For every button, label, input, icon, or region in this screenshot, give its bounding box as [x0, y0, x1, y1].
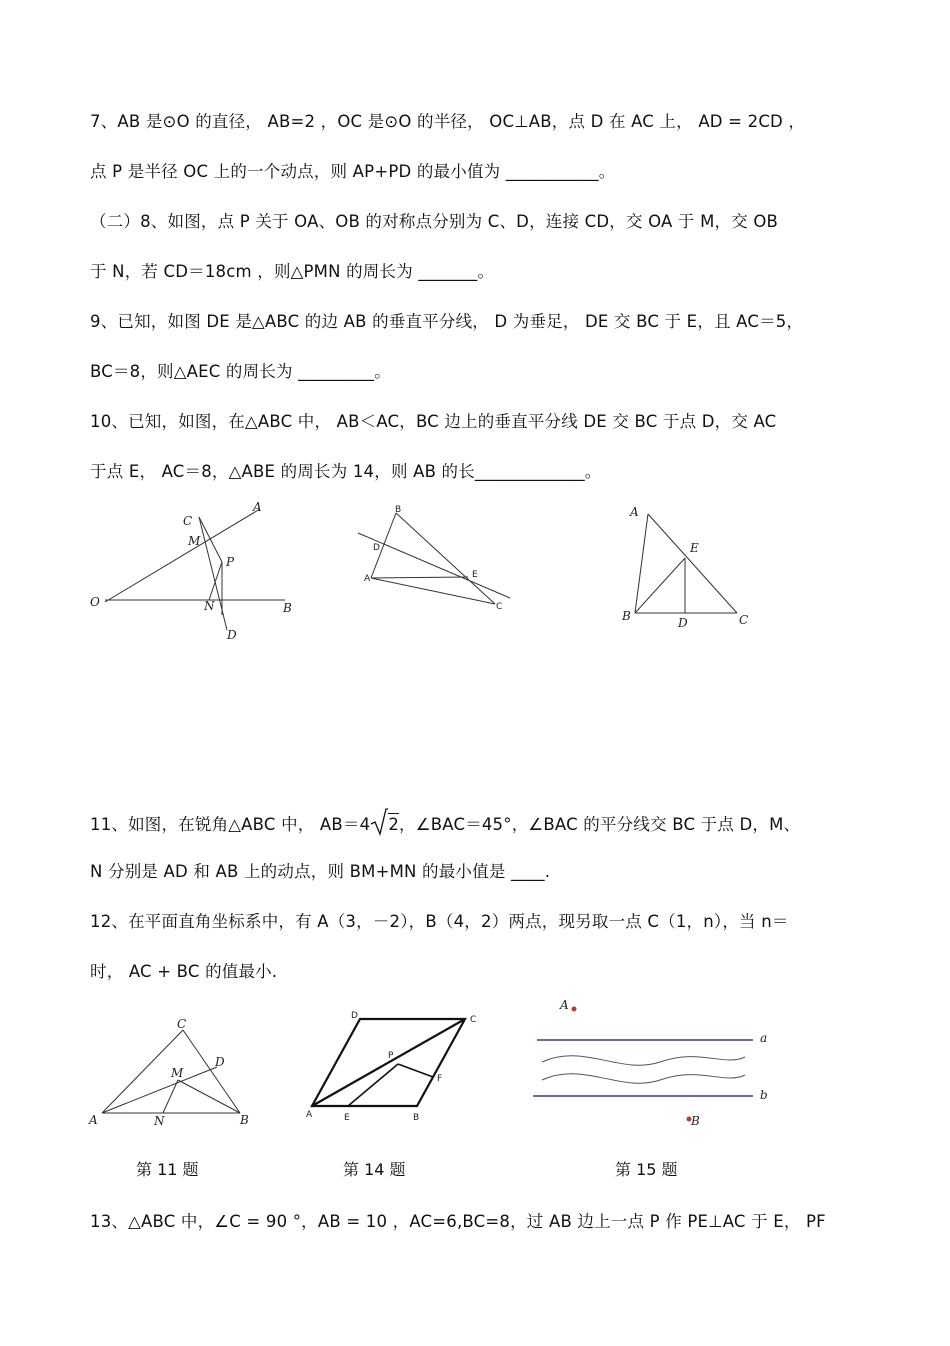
fig11-label-B: B: [240, 1113, 249, 1127]
fig14-label-D: D: [351, 1011, 358, 1021]
q13-line-1: 13、△ABC 中，∠C = 90 °，AB = 10 ，AC=6,BC=8，过 AB 边上一点 P 作 PE⊥AC 于 E， PF: [90, 1212, 826, 1231]
q8-line-1: （二）8、如图，点 P 关于 OA、OB 的对称点分别为 C、D，连接 CD，交 OA 于 M，交 OB: [90, 212, 779, 231]
q8-line-2: 于 N，若 CD＝18cm ，则△PMN 的周长为 _______。: [90, 262, 495, 281]
fig8-label-A: A: [253, 500, 262, 514]
fig15-label-B: B: [691, 1114, 700, 1128]
fig9-label-A: A: [364, 574, 371, 584]
fig9-label-D: D: [373, 543, 380, 553]
fig14-label-P: P: [388, 1051, 394, 1061]
fig11-label-C: C: [177, 1017, 187, 1031]
q10-line-1: 10、已知，如图，在△ABC 中， AB＜AC，BC 边上的垂直平分线 DE 交 BC 于点 D，交 AC: [90, 412, 777, 431]
sqrt-sign: [370, 808, 388, 838]
fig15-point-A: [572, 1007, 577, 1012]
q11-line-1-a: 11、如图，在锐角△ABC 中， AB＝4: [90, 815, 371, 834]
fig11-label-D: D: [215, 1055, 225, 1069]
figure-q9: [355, 500, 520, 620]
fig14-label-C: C: [470, 1015, 477, 1025]
fig9-label-E: E: [472, 570, 478, 580]
caption-q11: 第 11 题: [136, 1160, 199, 1179]
fig9-label-C: C: [496, 602, 503, 612]
fig8-label-D: D: [227, 628, 237, 642]
figure-q15: [525, 995, 775, 1135]
q11-line-1-b: ，∠BAC＝45°，∠BAC 的平分线交 BC 于点 D，M、: [399, 815, 801, 834]
q11-radicand: 2: [388, 815, 400, 834]
fig10-label-C: C: [739, 613, 749, 627]
fig10-label-A: A: [630, 505, 639, 519]
fig8-label-B: B: [283, 601, 292, 615]
q12-line-2: 时， AC + BC 的值最小.: [90, 962, 278, 981]
q10-line-2: 于点 E， AC＝8，△ABE 的周长为 14，则 AB 的长_____________。: [90, 462, 602, 481]
fig14-label-F: F: [437, 1074, 443, 1084]
figure-q14: [300, 1008, 485, 1128]
q11-line-2: N 分别是 AD 和 AB 上的动点，则 BM+MN 的最小值是 ____.: [90, 862, 551, 881]
fig14-label-A: A: [306, 1110, 313, 1120]
fig15-label-a: a: [760, 1031, 768, 1045]
fig10-label-D: D: [678, 616, 688, 630]
figure-q10: [615, 500, 760, 630]
q9-line-2: BC＝8，则△AEC 的周长为 _________。: [90, 362, 391, 381]
fig8-label-N: N: [204, 599, 215, 613]
fig10-label-B: B: [622, 609, 631, 623]
figure-q8: [85, 495, 300, 645]
figure-q11: [85, 1012, 260, 1132]
fig9-label-B: B: [395, 505, 402, 515]
fig14-label-B: B: [413, 1113, 420, 1123]
caption-q14: 第 14 题: [343, 1160, 406, 1179]
fig11-label-N: N: [154, 1114, 165, 1128]
caption-q15: 第 15 题: [615, 1160, 678, 1179]
q9-line-1: 9、已知，如图 DE 是△ABC 的边 AB 的垂直平分线， D 为垂足， DE 交 BC 于 E，且 AC＝5，: [90, 312, 804, 331]
q7-line-1: 7、AB 是⊙O 的直径， AB=2 ，OC 是⊙O 的半径， OC⊥AB，点 D 在 AC 上， AD = 2CD ，: [90, 112, 806, 131]
q7-line-2: 点 P 是半径 OC 上的一个动点，则 AP+PD 的最小值为 ___________。: [90, 162, 616, 181]
fig14-label-E: E: [344, 1113, 350, 1123]
fig15-label-b: b: [760, 1088, 768, 1102]
q11-line-1: [90, 808, 800, 838]
fig8-label-C: C: [183, 514, 193, 528]
fig15-label-A: A: [560, 998, 569, 1012]
fig10-label-E: E: [690, 541, 699, 555]
q12-line-1: 12、在平面直角坐标系中，有 A（3，－2），B（4，2）两点，现另取一点 C（1，n），当 n＝: [90, 912, 789, 931]
fig11-label-M: M: [171, 1066, 184, 1080]
fig8-label-M: M: [188, 534, 201, 548]
fig11-label-A: A: [89, 1113, 98, 1127]
fig8-label-O: O: [90, 595, 100, 609]
fig8-label-P: P: [226, 555, 235, 569]
